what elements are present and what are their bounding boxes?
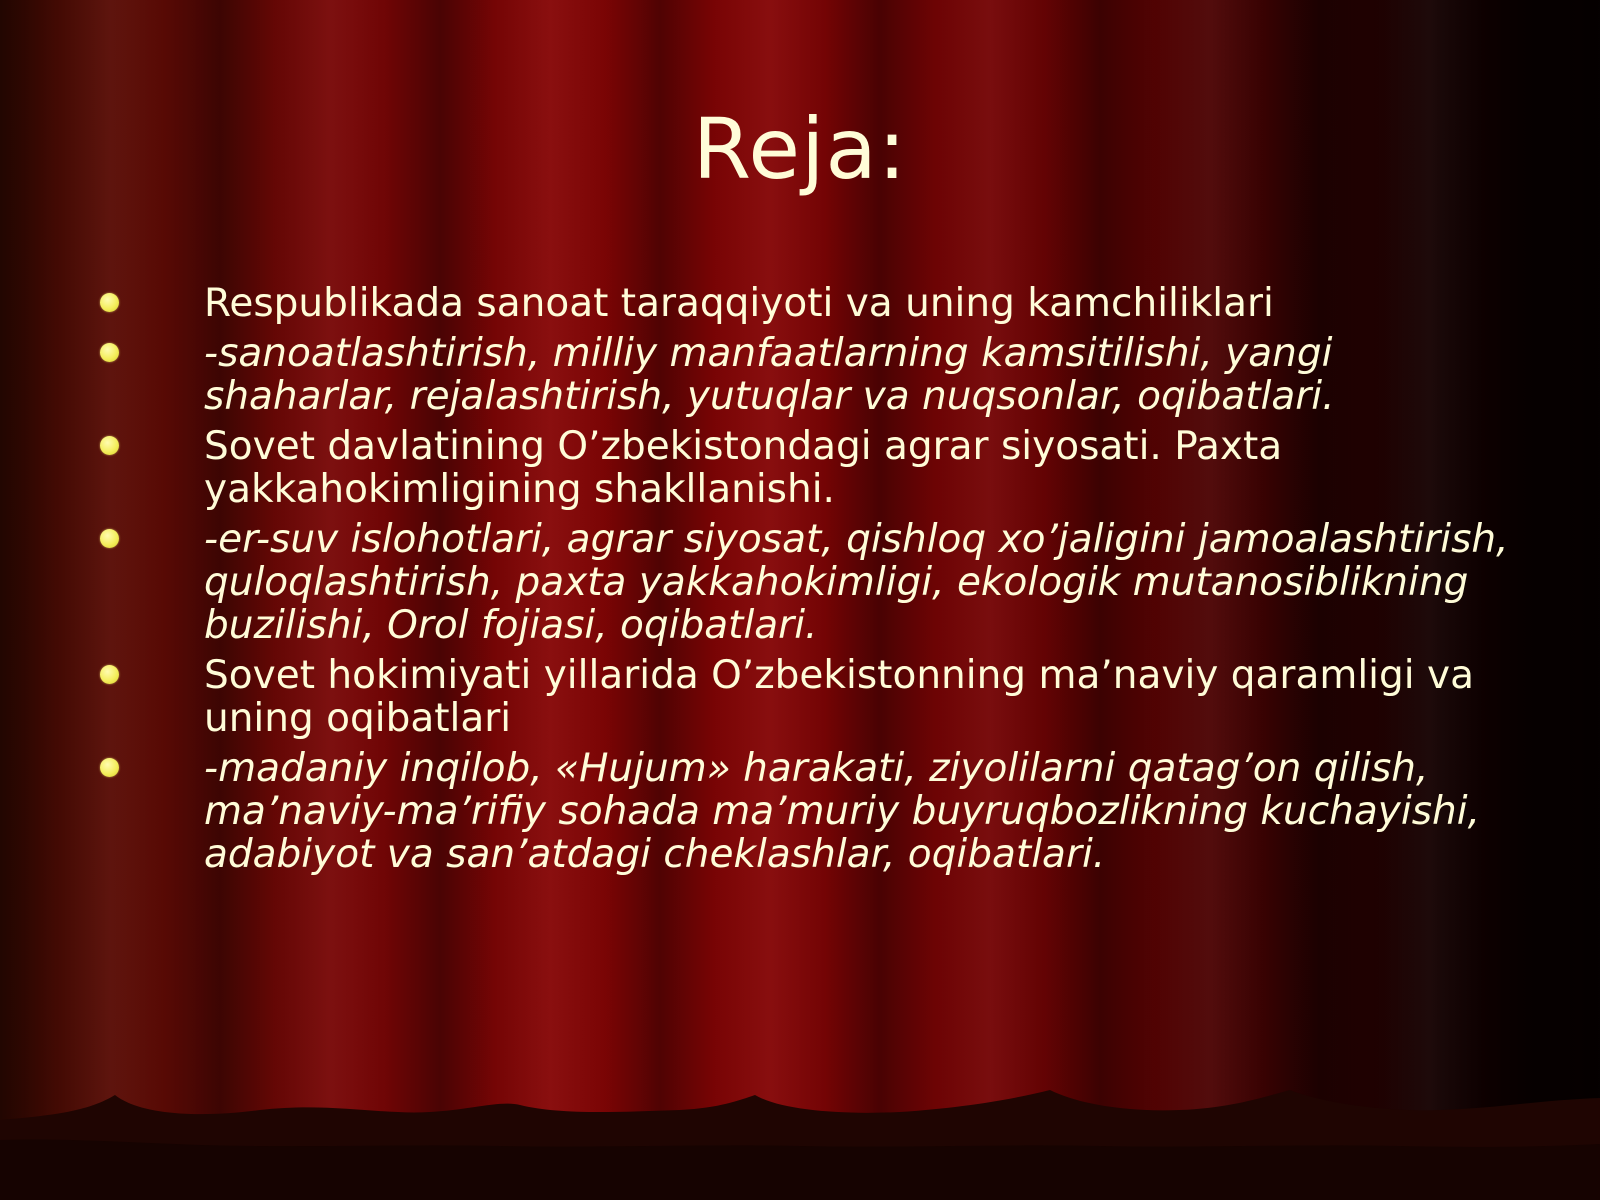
plan-item-text: Sovet hokimiyati yillarida O’zbekistonning ma’naviy qaramligi va uning oqibatlari: [204, 653, 1474, 741]
bullet-icon: [100, 343, 119, 362]
bullet-icon: [100, 436, 119, 455]
plan-item: [96, 425, 1516, 511]
plan-item-text: Sovet davlatining O’zbekistondagi agrar siyosati. Paxta yakkahokimligining shakllanishi.: [204, 424, 1283, 512]
bullet-icon: [100, 665, 119, 684]
plan-item: [96, 654, 1516, 740]
plan-item: [96, 282, 1516, 325]
plan-subitem-text: -sanoatlashtirish, milliy manfaatlarning kamsitilishi, yangi shaharlar, rejalashtirish, yutuqlar va nuqsonlar, oqibatlari.: [204, 331, 1335, 419]
plan-list: [96, 282, 1516, 883]
bullet-icon: [100, 529, 119, 548]
curtain-hem: [0, 1060, 1600, 1200]
plan-item-text: Respublikada sanoat taraqqiyoti va uning kamchiliklari: [204, 281, 1274, 326]
plan-subitem: [96, 332, 1516, 418]
plan-subitem: [96, 747, 1516, 876]
bullet-icon: [100, 758, 119, 777]
bullet-icon: [100, 293, 119, 312]
slide-title: Reja:: [692, 100, 908, 198]
plan-subitem-text: -er-suv islohotlari, agrar siyosat, qishloq xo’jaligini jamoalashtirish, quloqlashtirish, paxta yakkahokimligi, ekologik mutanosiblikning buzilishi, Orol fojiasi, oqibatlari.: [204, 517, 1509, 648]
plan-subitem: [96, 518, 1516, 647]
plan-subitem-text: -madaniy inqilob, «Hujum» harakati, ziyolilarni qatag’on qilish, ma’naviy-ma’rifiy sohada ma’muriy buyruqbozlikning kuchayishi, adabiyot va san’atdagi cheklashlar, oqibatlari.: [204, 746, 1480, 877]
